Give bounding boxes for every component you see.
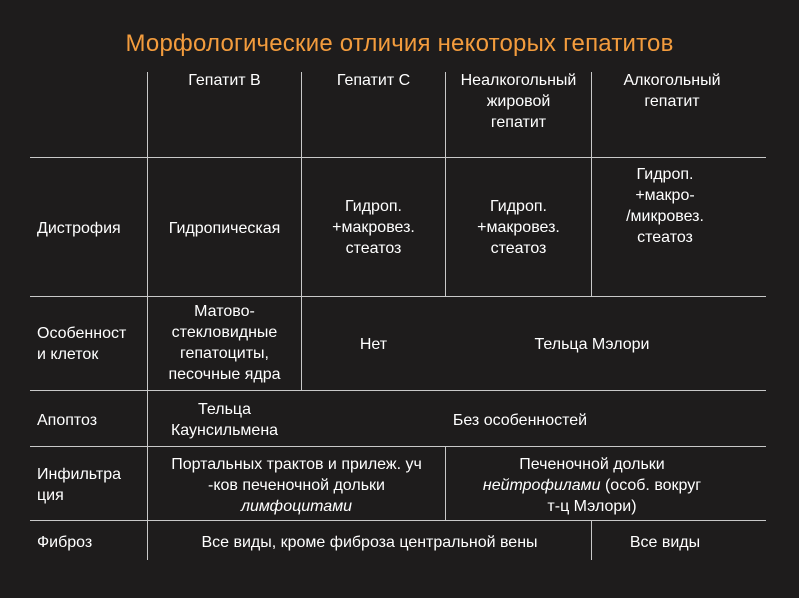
divider-infiltration <box>30 520 766 521</box>
row-label-fibrosis: Фиброз <box>37 534 93 551</box>
cell-dystrophy-hep-b: Гидропическая <box>168 220 281 237</box>
cell-cells-nonalc-alc: Тельца Мэлори <box>534 336 650 353</box>
header-hep-c: Гепатит С <box>336 72 411 89</box>
cell-fibrosis-most: Все виды, кроме фиброза центральной вены <box>201 534 538 551</box>
cell-apoptosis-hep-b: Тельца Каунсильмена <box>170 401 279 439</box>
cell-cells-hep-c: Нет <box>359 336 388 353</box>
row-label-dystrophy: Дистрофия <box>37 220 121 237</box>
cell-dystrophy-nonalcoholic: Гидроп. +макровез. стеатоз <box>477 198 560 257</box>
divider-cells <box>30 390 766 391</box>
page-title: Морфологические отличия некоторых гепатитов <box>125 30 674 57</box>
cell-fibrosis-alc: Все виды <box>629 534 701 551</box>
header-hep-b: Гепатит В <box>188 72 261 89</box>
cell-dystrophy-alcoholic: Гидроп. +макро- /микровез. стеатоз <box>626 166 704 246</box>
row-label-infiltration: Инфильтра ция <box>37 466 121 504</box>
divider-header <box>30 157 766 158</box>
cell-dystrophy-hep-c: Гидроп. +макровез. стеатоз <box>332 198 415 257</box>
cell-infiltration-viral: Портальных трактов и прилеж. уч -ков печеночной дольки лимфоцитами <box>171 456 422 515</box>
header-alcoholic: Алкогольный гепатит <box>623 72 721 110</box>
cell-cells-hep-b: Матово- стекловидные гепатоциты, песочные ядра <box>168 303 281 383</box>
divider-dystrophy <box>30 296 766 297</box>
divider-apoptosis <box>30 446 766 447</box>
cell-infiltration-nonviral: Печеночной дольки нейтрофилами (особ. вокруг т-ц Мэлори) <box>482 456 702 515</box>
row-label-apoptosis: Апоптоз <box>37 412 98 429</box>
cell-apoptosis-rest: Без особенностей <box>452 412 588 429</box>
row-label-cells: Особенност и клеток <box>37 325 127 363</box>
header-nonalcoholic: Неалкогольный жировой гепатит <box>460 72 577 131</box>
